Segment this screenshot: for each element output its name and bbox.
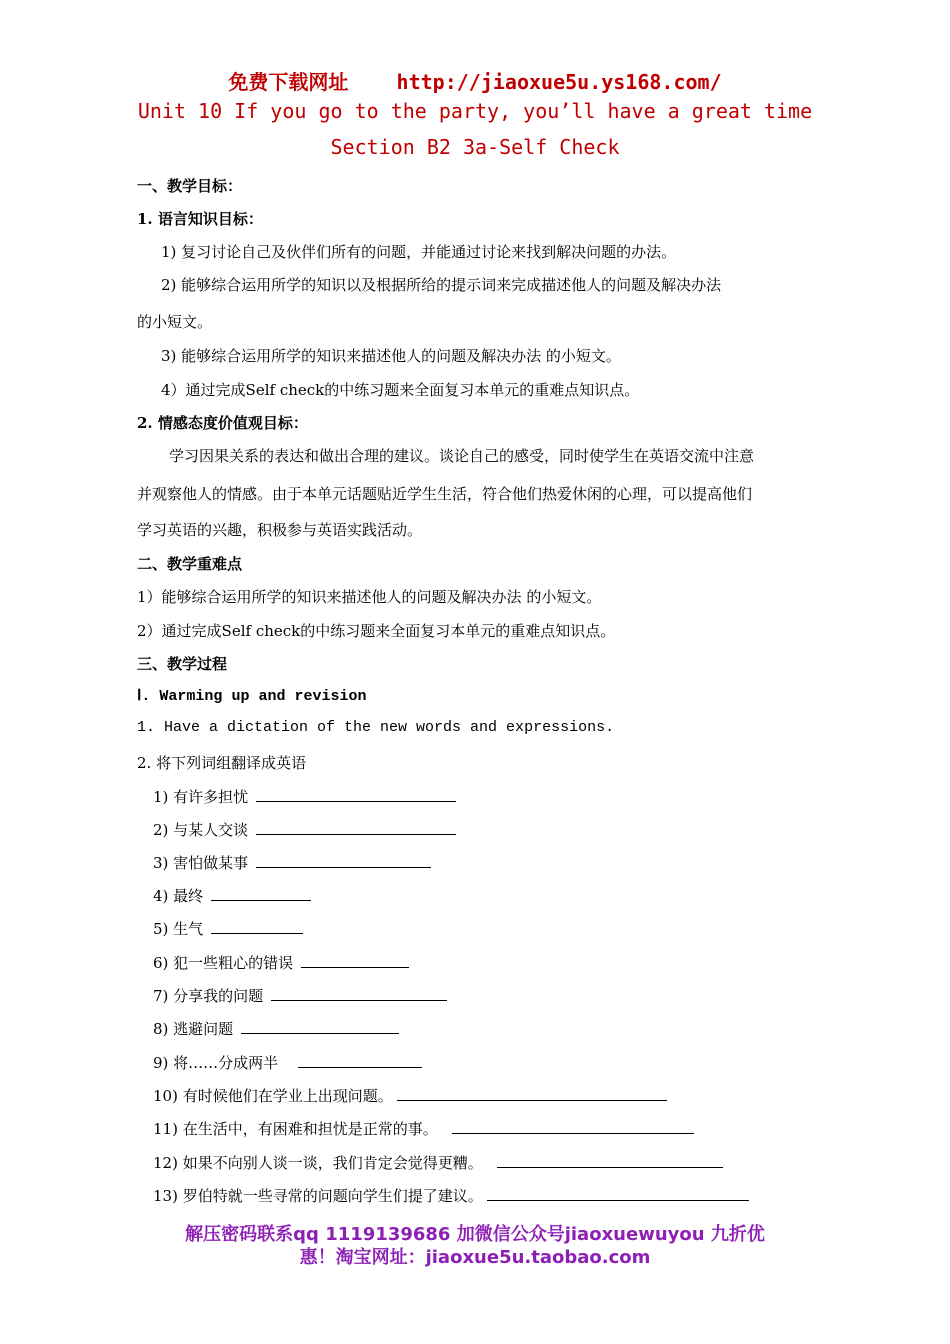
exercise-item	[153, 1118, 694, 1139]
subheading-attitude-goals: 2. 情感态度价值观目标：	[137, 414, 308, 432]
exercise-item	[153, 786, 456, 807]
exercise-item	[153, 952, 409, 973]
answer-blank[interactable]	[497, 1153, 723, 1168]
objective-item: 1) 复习讨论自己及伙伴们所有的问题，并能通过讨论来找到解决问题的办法。	[161, 243, 677, 261]
objective-item: 2) 能够综合运用所学的知识以及根据所给的提示词来完成描述他人的问题及解决办法	[161, 276, 722, 294]
exercise-prompt: 10) 有时候他们在学业上出现问题。	[153, 1087, 393, 1105]
objective-item: 4）通过完成Self check的中练习题来全面复习本单元的重难点知识点。	[161, 381, 640, 399]
answer-blank[interactable]	[298, 1053, 422, 1068]
exercise-prompt: 3) 害怕做某事	[153, 854, 249, 872]
section-heading-objectives: 一、教学目标：	[137, 177, 243, 195]
page-title: Unit 10 If you go to the party, you’ll have a great time	[137, 99, 813, 123]
answer-blank[interactable]	[397, 1086, 667, 1101]
answer-blank[interactable]	[487, 1186, 749, 1201]
exercise-prompt: 2) 与某人交谈	[153, 821, 249, 839]
answer-blank[interactable]	[256, 787, 456, 802]
objective-item: 3) 能够综合运用所学的知识来描述他人的问题及解决办法 的小短文。	[161, 347, 621, 365]
exercise-prompt: 1) 有许多担忧	[153, 788, 249, 806]
attitude-paragraph: 学习英语的兴趣，积极参与英语实践活动。	[137, 521, 423, 539]
answer-blank[interactable]	[256, 853, 431, 868]
exercise-prompt: 5) 生气	[153, 920, 204, 938]
attitude-paragraph: 学习因果关系的表达和做出合理的建议。谈论自己的感受，同时使学生在英语交流中注意	[169, 447, 755, 465]
download-url[interactable]: http://jiaoxue5u.ys168.com/	[396, 70, 722, 94]
answer-blank[interactable]	[241, 1019, 399, 1034]
warming-up-heading: Ⅰ. Warming up and revision	[137, 688, 367, 705]
section-heading-key-points: 二、教学重难点	[137, 555, 243, 573]
answer-blank[interactable]	[256, 820, 456, 835]
exercise-item	[153, 1152, 723, 1173]
exercise-prompt: 7) 分享我的问题	[153, 987, 264, 1005]
download-label: 免费下载网址	[228, 70, 349, 94]
key-point-item: 1）能够综合运用所学的知识来描述他人的问题及解决办法 的小短文。	[137, 588, 602, 606]
answer-blank[interactable]	[301, 953, 409, 968]
exercise-item	[153, 1018, 399, 1039]
footer-contact: 解压密码联系qq 1119139686 加微信公众号jiaoxuewuyou 九折优	[185, 1224, 765, 1245]
exercise-item	[153, 918, 303, 939]
answer-blank[interactable]	[271, 986, 447, 1001]
exercise-prompt: 12) 如果不向别人谈一谈，我们肯定会觉得更糟。	[153, 1154, 483, 1172]
exercise-item	[153, 1052, 422, 1073]
exercise-item	[153, 985, 447, 1006]
answer-blank[interactable]	[211, 919, 303, 934]
section-heading-process: 三、教学过程	[137, 655, 228, 673]
exercise-prompt: 9) 将……分成两半	[153, 1054, 279, 1072]
exercise-item	[153, 852, 431, 873]
exercise-item	[153, 819, 456, 840]
exercise-item	[153, 1185, 749, 1206]
attitude-paragraph: 并观察他人的情感。由于本单元话题贴近学生生活，符合他们热爱休闲的心理，可以提高他们	[137, 485, 753, 503]
objective-item-cont: 的小短文。	[137, 313, 213, 331]
answer-blank[interactable]	[452, 1119, 694, 1134]
footer-shop-link[interactable]: 惠！淘宝网址：jiaoxue5u.taobao.com	[299, 1247, 651, 1268]
exercise-prompt: 4) 最终	[153, 887, 204, 905]
exercise-prompt: 13) 罗伯特就一些寻常的问题向学生们提了建议。	[153, 1187, 483, 1205]
translate-instruction: 2. 将下列词组翻译成英语	[137, 754, 307, 772]
exercise-prompt: 8) 逃避问题	[153, 1020, 234, 1038]
download-header[interactable]	[0, 66, 950, 95]
subheading-language-goals: 1. 语言知识目标：	[137, 210, 263, 228]
dictation-item: 1. Have a dictation of the new words and expressions.	[137, 719, 615, 736]
key-point-item: 2）通过完成Self check的中练习题来全面复习本单元的重难点知识点。	[137, 622, 616, 640]
exercise-prompt: 11) 在生活中，有困难和担忧是正常的事。	[153, 1120, 438, 1138]
page-subtitle: Section B2 3a-Self Check	[330, 135, 620, 159]
answer-blank[interactable]	[211, 886, 311, 901]
exercise-item	[153, 1085, 667, 1106]
exercise-prompt: 6) 犯一些粗心的错误	[153, 954, 294, 972]
exercise-item	[153, 885, 311, 906]
